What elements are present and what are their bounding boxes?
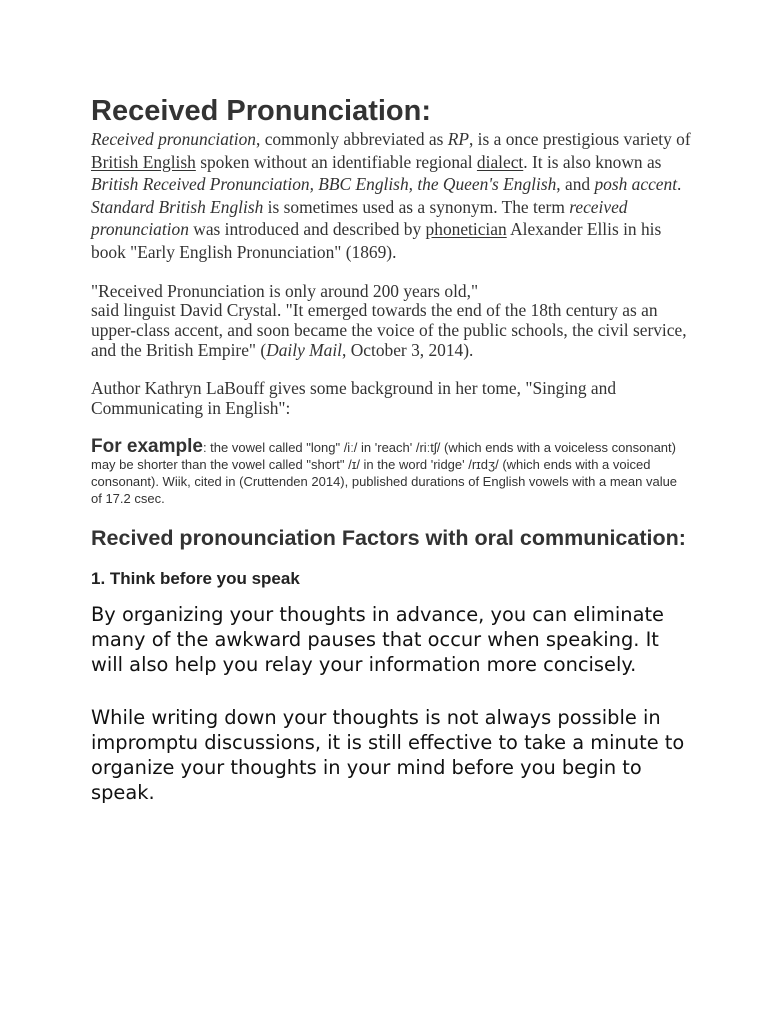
- quote-tail: , October 3, 2014).: [342, 339, 474, 360]
- intro-text: spoken without an identifiable regional: [195, 151, 477, 172]
- author-paragraph: Author Kathryn LaBouff gives some background in her tome, "Singing and Communicating in English":: [91, 377, 617, 418]
- intro-synonyms-italic: British Received Pronunciation, BBC English, the Queen's English: [91, 174, 557, 195]
- document-page: [91, 94, 691, 805]
- intro-text: is sometimes used as a synonym. The term: [263, 196, 570, 217]
- intro-text: , and: [556, 174, 595, 195]
- quote-text: said linguist David Crystal. "It emerged towards the end of the 18th century as an upper-class accent, and soon became the voice of the public schools, the civil service, and the British Empire" (: [91, 300, 687, 360]
- body-paragraph-2: While writing down your thoughts is not always possible in impromptu discussions, it is still effective to take a minute to organize your thoughts in your mind before you begin to speak.: [91, 706, 685, 805]
- body-paragraph-1: By organizing your thoughts in advance, you can eliminate many of the awkward pauses that occur when speaking. It will also help you relay your information more concisely.: [91, 603, 664, 677]
- intro-text: was introduced and described by: [188, 219, 426, 240]
- quote-first-line: "Received Pronunciation is only around 200 years old,": [91, 280, 479, 301]
- intro-term-italic: Received pronunciation: [91, 129, 256, 149]
- section-heading: Recived pronounciation Factors with oral communication:: [91, 526, 686, 551]
- intro-paragraph: [91, 128, 691, 264]
- example-body: : the vowel called "long" /iː/ in 'reach' /riːtʃ/ (which ends with a voiceless consonant) may be shorter than the vowel called "short" /ɪ/ in the word 'ridge' /rɪdʒ/ (which ends with a voiced consonant). Wiik, cited in (Cruttenden 2014), published durations of English vowels with a mean value of 17.2 csec.: [91, 440, 678, 507]
- intro-received-pronunciation-italic: received pronunciation: [91, 196, 628, 240]
- example-paragraph: [91, 438, 691, 507]
- british-english-link[interactable]: British English: [91, 151, 196, 172]
- intro-standard-british-italic: Standard British English: [91, 196, 264, 217]
- intro-text: . It is also known as: [523, 151, 662, 172]
- intro-posh-accent-italic: posh accent: [594, 174, 678, 195]
- intro-abbrev-italic: RP: [447, 129, 469, 149]
- quote-paragraph: [91, 282, 691, 361]
- dialect-link[interactable]: dialect: [476, 151, 524, 172]
- quote-source-italic: Daily Mail: [266, 339, 343, 360]
- phonetician-link[interactable]: phonetician: [425, 219, 507, 240]
- intro-text: , is a once prestigious variety of: [468, 129, 691, 149]
- intro-text: Alexander Ellis in his book "Early English Pronunciation" (1869).: [91, 219, 662, 262]
- intro-text: , commonly abbreviated as: [256, 129, 448, 149]
- example-heading: For example: [91, 436, 203, 458]
- page-title: Received Pronunciation:: [91, 95, 432, 127]
- subheading: 1. Think before you speak: [91, 569, 300, 589]
- intro-text: .: [677, 174, 682, 195]
